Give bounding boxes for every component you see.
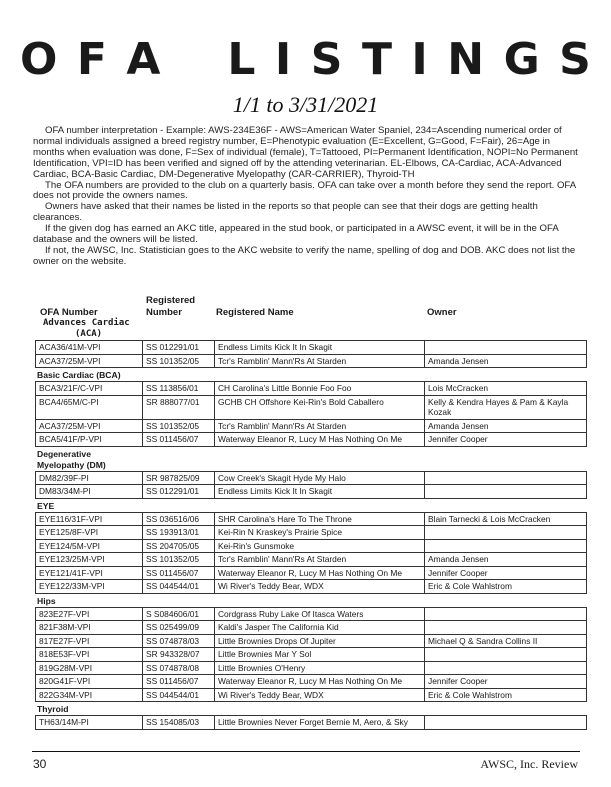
section-heading-line: EYE	[37, 500, 55, 511]
cell-owner: Kelly & Kendra Hayes & Pam & Kayla Kozak	[424, 396, 588, 419]
section-heading	[35, 370, 587, 381]
cell-name: Little Brownies Never Forget Bernie M, Aero, & Sky	[214, 716, 424, 729]
cell-name: Kei-Rin's Gunsmoke	[214, 540, 424, 553]
intro-paragraph: OFA number interpretation - Example: AWS-234E36F - AWS=American Water Spaniel, 234=Ascending numerical order of normal individuals assigned a breed registry number, E=Phenotypic evaluation (E=Excellent, G=Good, F=Fair), 26=Age in months when evaluation was done, F=Sex of individual (female), T=Tattooed, PI=Permanent Identification, NOPI=No Permanent Identification, VPI=ID has been verified and signed off by the attending veterinarian. EL-Elbows, CA-Cardiac, ACA-Advanced Cardiac, BCA-Basic Cardiac, DM-Degenerative Myelopathy (CAR-CARRIER), Thyroid-TH	[33, 125, 578, 180]
title-letter: T	[361, 34, 392, 85]
cell-ofa: EYE123/25M-VPI	[39, 554, 105, 564]
cell-reg: SR 888077/01	[142, 396, 214, 419]
cell-owner: Lois McCracken	[424, 382, 588, 395]
cell-owner: Eric & Cole Wahlstrom	[424, 689, 588, 702]
title-letter: S	[559, 34, 591, 85]
cell-ofa: DM83/34M-PI	[39, 486, 91, 496]
cell-reg: SS 011456/07	[142, 675, 214, 688]
section-heading	[35, 704, 587, 715]
cell-ofa: DM82/39F-PI	[39, 472, 89, 483]
cell-name: Tcr's Ramblin' Mann'Rs At Starden	[214, 355, 424, 368]
cell-name: Little Brownies Mar Y Sol	[214, 648, 424, 661]
intro-text	[33, 126, 580, 268]
cell-owner	[424, 621, 588, 634]
cell-owner: Amanda Jensen	[424, 553, 588, 566]
table-row	[35, 675, 587, 689]
section-heading	[35, 449, 587, 471]
section-heading	[35, 318, 133, 340]
cell-owner: Amanda Jensen	[424, 420, 588, 433]
col-header-number: Number	[146, 306, 182, 318]
cell-ofa: 819G28M-VPI	[39, 662, 93, 673]
table-row	[35, 621, 587, 635]
cell-ofa: EYE116/31F-VPI	[39, 513, 103, 524]
table-row	[35, 471, 587, 486]
table-row	[35, 512, 587, 527]
cell-ofa: ACA37/25M-VPI	[39, 420, 101, 431]
intro-paragraph: The OFA numbers are provided to the club on a quarterly basis. OFA can take over a month before they send the report. OFA does not provide the owners names.	[33, 179, 576, 202]
table-row	[35, 715, 587, 730]
cell-name: CH Carolina's Little Bonnie Foo Foo	[214, 382, 424, 395]
cell-owner: Eric & Cole Wahlstrom	[424, 580, 588, 593]
cell-reg: SS 074878/03	[142, 635, 214, 648]
title-letter: I	[411, 34, 428, 85]
listings-table	[35, 318, 587, 732]
intro-paragraph: If the given dog has earned an AKC title, appeared in the stud book, or participated in a AWSC event, it will be in the OFA database and the owners will be listed.	[33, 223, 559, 246]
cell-reg: SS 113856/01	[142, 382, 214, 395]
cell-ofa: BCA4/65M/C-PI	[39, 396, 99, 407]
section-heading-line: Basic Cardiac (BCA)	[37, 370, 121, 380]
cell-name: SHR Carolina's Hare To The Throne	[214, 513, 424, 526]
table-row	[35, 433, 587, 447]
section-heading	[35, 501, 587, 512]
cell-owner: Jennifer Cooper	[424, 567, 588, 580]
section-heading-line: Advances Cardiac	[43, 318, 130, 328]
cell-name: Kei-Rin N Kraskey's Prairie Spice	[214, 526, 424, 539]
table-row	[35, 567, 587, 581]
footer-divider	[32, 751, 580, 752]
table-row	[35, 553, 587, 567]
page-title	[20, 36, 591, 84]
date-range: 1/1 to 3/31/2021	[232, 92, 379, 117]
cell-owner	[424, 485, 588, 498]
cell-ofa: BCA5/41F/P-VPI	[39, 434, 102, 444]
cell-reg: SS 025499/09	[142, 621, 214, 634]
cell-reg: SS 193913/01	[142, 526, 214, 539]
cell-reg: SS 044544/01	[142, 580, 214, 593]
cell-ofa: 820G41F-VPI	[39, 676, 91, 686]
section-heading-line: Hips	[37, 595, 56, 606]
cell-reg: SS 101352/05	[142, 355, 214, 368]
cell-owner: Blain Tarnecki & Lois McCracken	[424, 513, 588, 526]
title-letter: I	[274, 34, 292, 85]
cell-ofa: EYE122/33M-VPI	[39, 581, 105, 591]
cell-name: Cordgrass Ruby Lake Of Itasca Waters	[214, 608, 424, 621]
cell-name: Little Brownies Drops Of Jupiter	[214, 635, 424, 648]
table-row	[35, 648, 587, 662]
cell-owner	[424, 716, 588, 729]
col-header-owner: Owner	[427, 306, 457, 318]
cell-ofa: ACA37/25M-VPI	[39, 355, 101, 366]
section-gap	[35, 730, 587, 732]
table-row	[35, 381, 587, 396]
intro-paragraph: If not, the AWSC, Inc. Statistician goes to the AKC website to verify the name, spelling of dog and DOB. AKC does not list the owner on the website.	[33, 244, 576, 267]
table-row	[35, 420, 587, 434]
cell-reg: SS 012291/01	[142, 485, 214, 498]
table-row	[35, 607, 587, 622]
cell-ofa: 821F38M-VPI	[39, 622, 91, 632]
title-letter: S	[310, 34, 343, 85]
table-row	[35, 485, 587, 499]
cell-reg: SS 012291/01	[142, 341, 214, 354]
intro-paragraph: Owners have asked that their names be listed in the reports so that people can see that their dogs are getting health clearances.	[33, 201, 538, 224]
cell-ofa: 823E27F-VPI	[39, 608, 90, 619]
section-heading-line: Degenerative	[37, 448, 91, 459]
cell-reg: SS 036516/06	[142, 513, 214, 526]
cell-name: Wi River's Teddy Bear, WDX	[214, 689, 424, 702]
cell-reg: S S084606/01	[142, 608, 214, 621]
cell-name: Waterway Eleanor R, Lucy M Has Nothing On Me	[214, 433, 424, 446]
cell-name: Little Brownies O'Henry	[214, 662, 424, 675]
cell-name: Cow Creek's Skagit Hyde My Halo	[214, 472, 424, 485]
col-header-name: Registered Name	[216, 306, 294, 318]
cell-owner: Amanda Jensen	[424, 355, 588, 368]
cell-name: GCHB CH Offshore Kei-Rin's Bold Caballero	[214, 396, 424, 419]
cell-name: Waterway Eleanor R, Lucy M Has Nothing On Me	[214, 675, 424, 688]
cell-name: Wi River's Teddy Bear, WDX	[214, 580, 424, 593]
table-row	[35, 340, 587, 355]
cell-reg: SR 943328/07	[142, 648, 214, 661]
cell-name: Waterway Eleanor R, Lucy M Has Nothing On Me	[214, 567, 424, 580]
title-letter: G	[503, 34, 540, 85]
table-row	[35, 580, 587, 594]
cell-reg: SS 101352/05	[142, 420, 214, 433]
cell-ofa: EYE121/41F-VPI	[39, 567, 103, 578]
cell-owner	[424, 648, 588, 661]
table-row	[35, 396, 587, 420]
cell-name: Tcr's Ramblin' Mann'Rs At Starden	[214, 553, 424, 566]
publication-name: AWSC, Inc. Review	[480, 757, 578, 771]
table-row	[35, 526, 587, 540]
col-header-registered: Registered	[146, 295, 196, 306]
section-heading-line: (ACA)	[75, 329, 103, 339]
title-letter: L	[227, 34, 256, 85]
title-letter: O	[20, 34, 58, 85]
cell-owner	[424, 526, 588, 539]
title-letter: A	[126, 34, 161, 85]
cell-ofa: 818E53F-VPI	[39, 649, 90, 659]
cell-name: Tcr's Ramblin' Mann'Rs At Starden	[214, 420, 424, 433]
cell-owner	[424, 472, 588, 485]
table-row	[35, 355, 587, 369]
title-letter: F	[76, 34, 107, 85]
cell-owner: Jennifer Cooper	[424, 675, 588, 688]
cell-name: Endless Limits Kick It In Skagit	[214, 341, 424, 354]
cell-reg: SS 154085/03	[142, 716, 214, 729]
cell-owner	[424, 341, 588, 354]
cell-owner: Michael Q & Sandra Collins II	[424, 635, 588, 648]
cell-reg: SS 044544/01	[142, 689, 214, 702]
section-heading-line: Myelopathy (DM)	[37, 459, 106, 470]
page-number: 30	[33, 757, 47, 771]
cell-ofa: ACA36/41M-VPI	[39, 342, 101, 352]
table-row	[35, 689, 587, 703]
cell-name: Kaldi's Jasper The California Kid	[214, 621, 424, 634]
table-row	[35, 540, 587, 554]
title-letter: N	[447, 34, 485, 85]
cell-ofa: 817E27F-VPI	[39, 635, 90, 646]
table-row	[35, 662, 587, 676]
cell-ofa: TH63/14M-PI	[39, 717, 89, 727]
cell-owner: Jennifer Cooper	[424, 433, 588, 446]
cell-owner	[424, 540, 588, 553]
cell-reg: SS 204705/05	[142, 540, 214, 553]
cell-reg: SS 011456/07	[142, 433, 214, 446]
cell-owner	[424, 608, 588, 621]
cell-reg: SR 987825/09	[142, 472, 214, 485]
col-header-ofa: OFA Number	[40, 306, 98, 318]
cell-reg: SS 074878/08	[142, 662, 214, 675]
cell-reg: SS 011456/07	[142, 567, 214, 580]
cell-owner	[424, 662, 588, 675]
section-heading	[35, 596, 587, 607]
cell-ofa: 822G34M-VPI	[39, 689, 93, 700]
cell-reg: SS 101352/05	[142, 553, 214, 566]
cell-name: Endless Limits Kick It In Skagit	[214, 485, 424, 498]
section-heading-line: Thyroid	[37, 704, 69, 714]
cell-ofa: EYE124/5M-VPI	[39, 540, 100, 551]
cell-ofa: BCA3/21F/C-VPI	[39, 383, 103, 393]
column-headers	[0, 288, 611, 318]
table-row	[35, 635, 587, 649]
cell-ofa: EYE125/8F-VPI	[39, 527, 99, 537]
